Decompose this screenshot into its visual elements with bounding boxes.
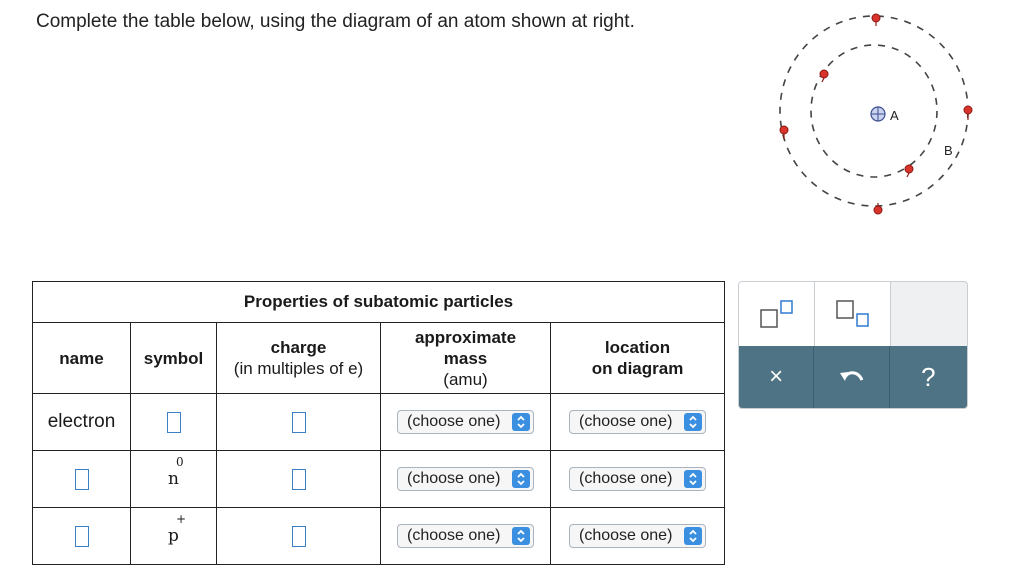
chevron-updown-icon [512, 527, 530, 545]
label-a: A [890, 108, 899, 123]
header-charge [217, 323, 381, 394]
header-mass-line1: approximate [414, 327, 517, 347]
charge-cell [217, 451, 381, 508]
header-location-line1: location [604, 338, 671, 357]
header-location [551, 323, 725, 394]
location-select[interactable] [569, 410, 706, 434]
header-symbol: symbol [131, 323, 217, 394]
mass-cell [381, 394, 551, 451]
symbol-answer-box[interactable] [167, 412, 181, 433]
chevron-updown-icon [684, 527, 702, 545]
header-name: name [33, 323, 131, 394]
superscript-button[interactable] [739, 282, 815, 346]
help-button[interactable] [890, 346, 967, 408]
chevron-updown-icon [684, 470, 702, 488]
location-select-value: (choose one) [579, 413, 673, 430]
chevron-updown-icon [512, 470, 530, 488]
symbol-cell [131, 451, 217, 508]
table-row [33, 394, 725, 451]
name-answer-box[interactable] [75, 469, 89, 490]
atom-diagram [770, 8, 1010, 220]
undo-button[interactable] [814, 346, 889, 408]
header-mass [381, 323, 551, 394]
mass-select-value: (choose one) [407, 527, 501, 544]
header-location-line2: on diagram [591, 359, 684, 378]
question-prompt: Complete the table below, using the diagram of an atom shown at right. [36, 11, 635, 32]
superscript-icon [757, 298, 797, 330]
mass-select[interactable] [397, 467, 534, 491]
label-b: B [944, 143, 953, 158]
symbol-cell [131, 394, 217, 451]
header-mass-line2: mass [443, 348, 488, 368]
undo-icon [839, 368, 865, 386]
charge-cell [217, 508, 381, 565]
location-select[interactable] [569, 467, 706, 491]
location-cell [551, 394, 725, 451]
nucleus [871, 107, 885, 121]
header-charge-label: charge [270, 338, 327, 357]
symbol-cell [131, 508, 217, 565]
mass-cell [381, 451, 551, 508]
math-palette [738, 281, 968, 409]
particle-name: electron [33, 394, 131, 451]
palette-empty-cell [891, 282, 966, 346]
mass-cell [381, 508, 551, 565]
mass-select[interactable] [397, 410, 534, 434]
subscript-icon [833, 298, 873, 330]
table-caption: Properties of subatomic particles [33, 282, 725, 323]
help-icon: ? [921, 361, 936, 392]
close-icon: × [769, 363, 784, 390]
charge-cell [217, 394, 381, 451]
name-answer-box[interactable] [75, 526, 89, 547]
charge-answer-box[interactable] [292, 469, 306, 490]
table-row [33, 451, 725, 508]
location-cell [551, 508, 725, 565]
symbol-base: n [168, 469, 179, 489]
properties-table [32, 281, 725, 565]
symbol-superscript: + [176, 512, 187, 526]
neutron-symbol [168, 455, 184, 489]
charge-answer-box[interactable] [292, 412, 306, 433]
location-cell [551, 451, 725, 508]
mass-select-value: (choose one) [407, 470, 501, 487]
name-cell [33, 451, 131, 508]
table-row [33, 508, 725, 565]
charge-answer-box[interactable] [292, 526, 306, 547]
mass-select[interactable] [397, 524, 534, 548]
mass-select-value: (choose one) [407, 413, 501, 430]
proton-symbol [168, 512, 187, 546]
chevron-updown-icon [684, 413, 702, 431]
location-select[interactable] [569, 524, 706, 548]
symbol-superscript: 0 [176, 455, 184, 469]
location-select-value: (choose one) [579, 527, 673, 544]
subscript-button[interactable] [815, 282, 891, 346]
location-select-value: (choose one) [579, 470, 673, 487]
header-charge-sub: (in multiples of e) [233, 359, 364, 378]
symbol-base: p [168, 526, 179, 546]
header-mass-sub: (amu) [443, 369, 488, 389]
chevron-updown-icon [512, 413, 530, 431]
name-cell [33, 508, 131, 565]
clear-button[interactable] [739, 346, 814, 408]
